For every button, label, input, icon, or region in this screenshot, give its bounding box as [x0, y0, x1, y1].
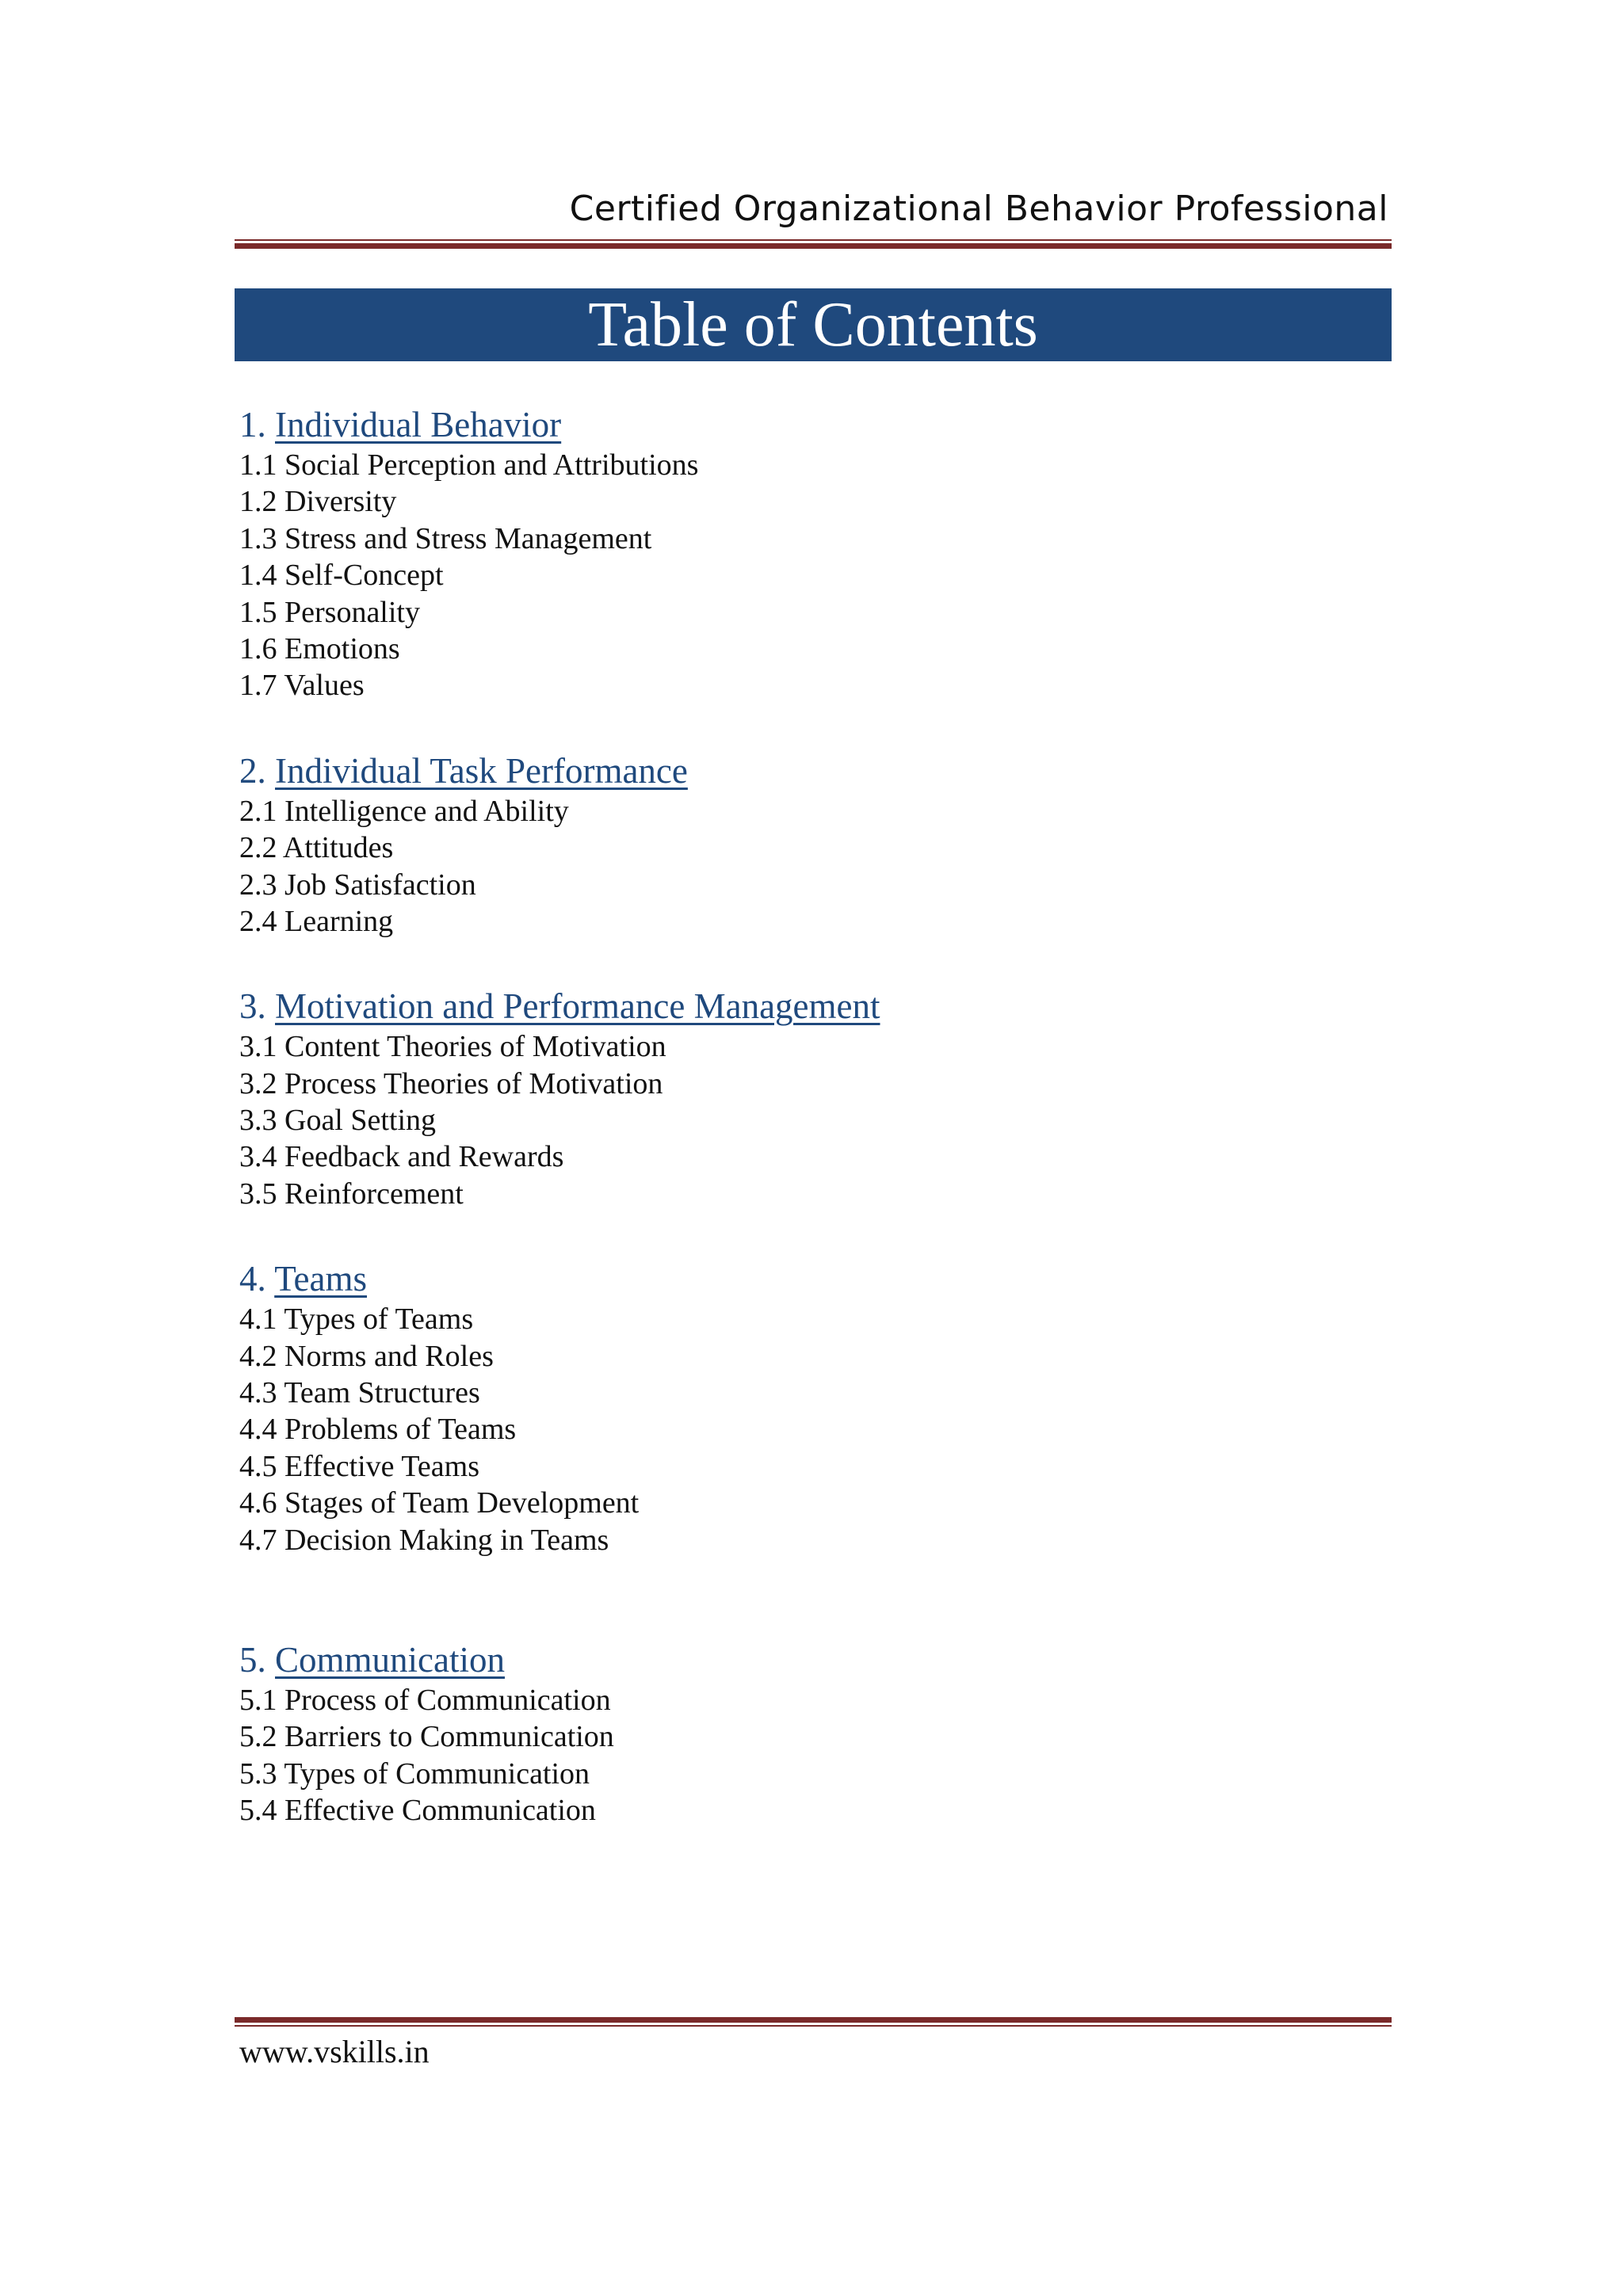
section-heading[interactable]: [239, 402, 1349, 447]
toc-item: 2.3 Job Satisfaction: [239, 868, 476, 902]
toc-item: 3.1 Content Theories of Motivation: [239, 1030, 666, 1064]
toc-item: 5.2 Barriers to Communication: [239, 1720, 614, 1754]
toc-section-1: [239, 402, 1349, 704]
toc-item: 1.1 Social Perception and Attributions: [239, 448, 699, 482]
toc-item: 2.1 Intelligence and Ability: [239, 794, 569, 828]
section-number: 5.: [239, 1639, 266, 1680]
section-heading[interactable]: [239, 749, 1349, 793]
toc-item: 2.2 Attitudes: [239, 831, 394, 865]
toc-item: 4.6 Stages of Team Development: [239, 1486, 640, 1520]
toc-section-5: [239, 1638, 1349, 1829]
toc-item: 3.3 Goal Setting: [239, 1104, 437, 1138]
toc-list: [239, 402, 1349, 1829]
toc-item: 4.4 Problems of Teams: [239, 1413, 517, 1447]
section-link[interactable]: Motivation and Performance Management: [275, 986, 880, 1027]
toc-item: 4.1 Types of Teams: [239, 1302, 474, 1337]
toc-item: 1.2 Diversity: [239, 485, 397, 519]
header-title: Certified Organizational Behavior Professional: [569, 189, 1388, 229]
toc-section-4: [239, 1257, 1349, 1558]
toc-item: 4.3 Team Structures: [239, 1376, 480, 1410]
section-heading[interactable]: [239, 984, 1349, 1028]
toc-item: 5.3 Types of Communication: [239, 1756, 590, 1791]
footer-rule: [235, 2017, 1392, 2028]
toc-item: 4.2 Norms and Roles: [239, 1339, 494, 1373]
toc-item: 4.7 Decision Making in Teams: [239, 1523, 609, 1557]
section-number: 2.: [239, 750, 266, 791]
toc-item: 3.5 Reinforcement: [239, 1177, 464, 1211]
section-link[interactable]: Individual Task Performance: [275, 750, 688, 791]
toc-item: 4.5 Effective Teams: [239, 1449, 479, 1483]
toc-item: 3.4 Feedback and Rewards: [239, 1140, 564, 1174]
toc-item: 1.5 Personality: [239, 595, 420, 629]
toc-banner: [235, 288, 1392, 361]
section-heading[interactable]: [239, 1638, 1349, 1682]
toc-section-2: [239, 749, 1349, 940]
toc-item: 1.3 Stress and Stress Management: [239, 521, 652, 555]
section-number: 1.: [239, 405, 266, 444]
toc-item: 1.7 Values: [239, 669, 365, 703]
toc-item: 5.1 Process of Communication: [239, 1683, 611, 1717]
toc-title: Table of Contents: [588, 290, 1038, 360]
toc-item: 1.6 Emotions: [239, 631, 400, 666]
section-heading[interactable]: [239, 1257, 1349, 1301]
section-number: 3.: [239, 986, 266, 1027]
footer-url[interactable]: www.vskills.in: [239, 2034, 430, 2069]
toc-item: 5.4 Effective Communication: [239, 1794, 596, 1828]
toc-item: 2.4 Learning: [239, 904, 394, 938]
section-number: 4.: [239, 1259, 266, 1299]
toc-item: 3.2 Process Theories of Motivation: [239, 1066, 663, 1100]
section-link[interactable]: Individual Behavior: [275, 405, 562, 444]
section-link[interactable]: Communication: [275, 1639, 505, 1680]
section-link[interactable]: Teams: [274, 1259, 367, 1299]
toc-section-3: [239, 984, 1349, 1212]
toc-item: 1.4 Self-Concept: [239, 559, 444, 593]
header-rule: [235, 239, 1392, 250]
